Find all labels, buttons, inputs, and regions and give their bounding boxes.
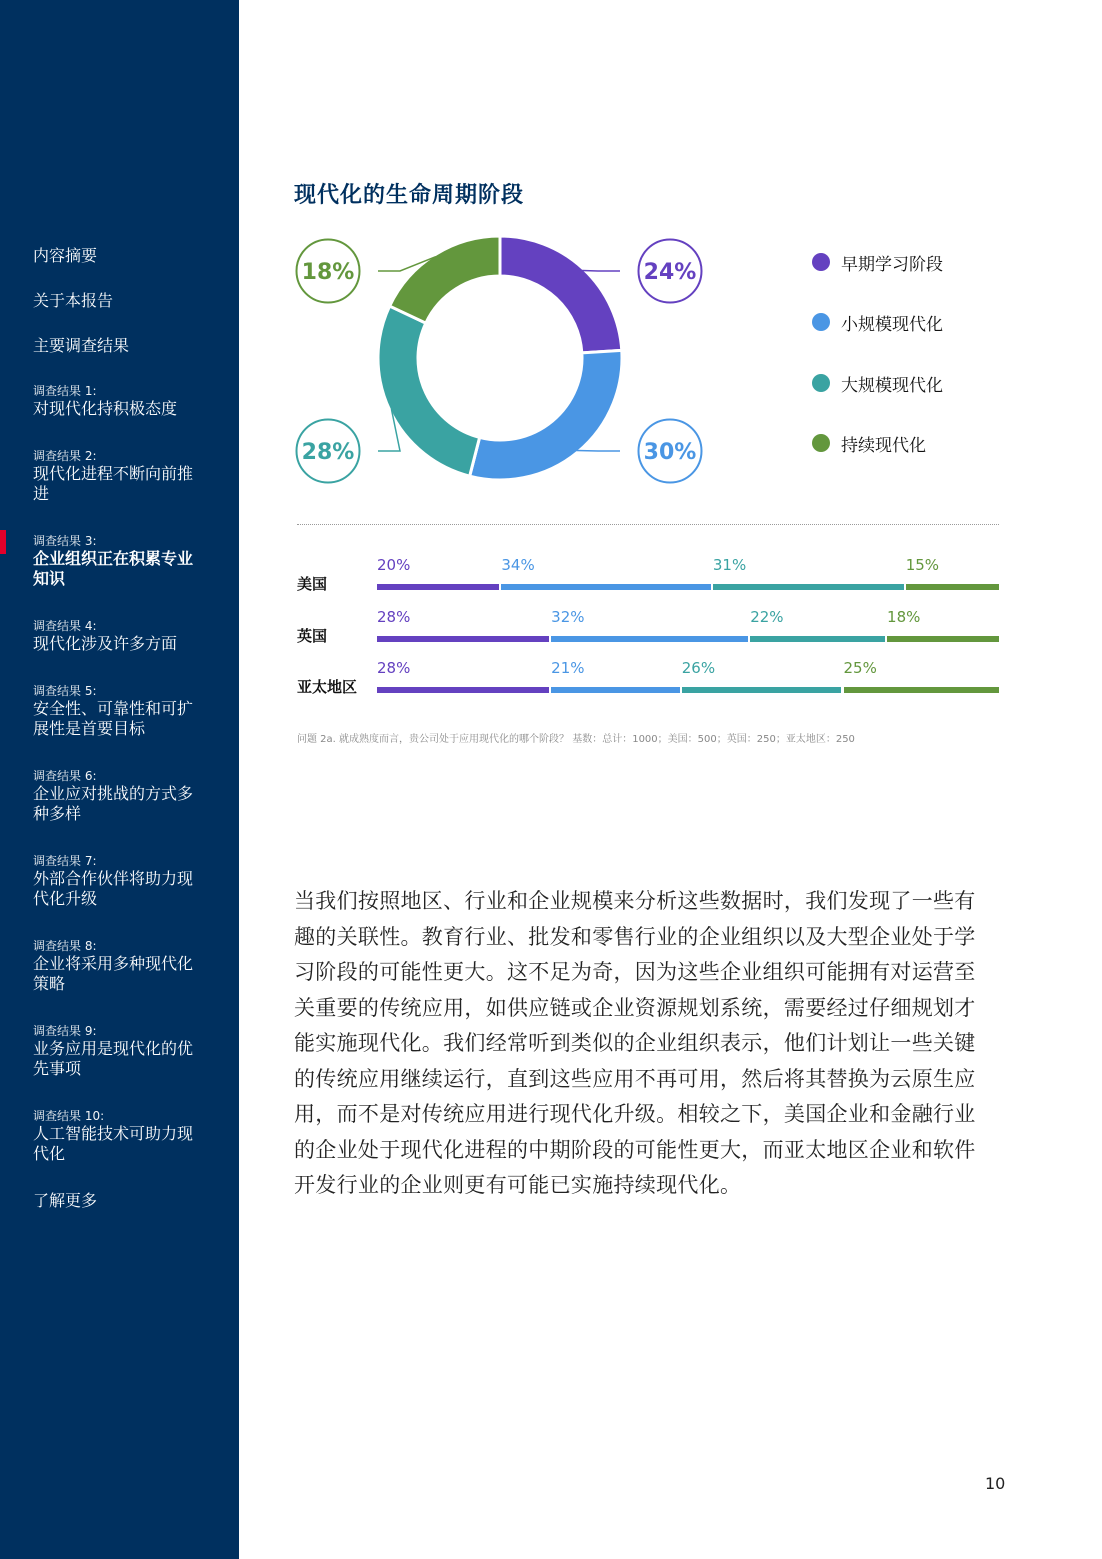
donut-slice [470, 350, 622, 480]
bar-value-label: 34% [501, 556, 535, 574]
nav-finding-title: 业务应用是现代化的优先事项 [33, 1039, 194, 1078]
bar-fill [682, 687, 842, 693]
nav-finding-3[interactable] [33, 533, 203, 589]
nav-finding-number: 调查结果 5: [33, 684, 97, 698]
legend-item-large-scale [812, 372, 943, 394]
bar-value-label: 32% [551, 608, 585, 626]
callout-line [576, 450, 620, 451]
legend-item-continuous [812, 432, 926, 454]
nav-key-findings[interactable] [33, 335, 203, 357]
nav-finding-title: 企业组织正在积累专业知识 [33, 549, 194, 588]
bar-fill [377, 584, 499, 590]
donut-chart [290, 228, 720, 498]
bar-value-label: 25% [843, 659, 877, 677]
nav-finding-title: 外部合作伙伴将助力现代化升级 [33, 869, 194, 908]
donut-slice [390, 236, 500, 323]
bar-segment [551, 659, 682, 699]
bar-segment [682, 659, 844, 699]
legend-swatch [812, 253, 830, 271]
legend-label: 早期学习阶段 [841, 254, 943, 275]
bar-value-label: 22% [750, 608, 784, 626]
nav-finding-5[interactable] [33, 683, 203, 739]
page-number: 10 [985, 1474, 1006, 1493]
bar-fill [551, 687, 680, 693]
nav-finding-2[interactable] [33, 448, 203, 504]
legend-swatch [812, 374, 830, 392]
nav-finding-number: 调查结果 6: [33, 769, 97, 783]
bar-fill [887, 636, 999, 642]
sidebar [0, 0, 239, 1559]
bar-value-label: 21% [551, 659, 585, 677]
section-divider [297, 524, 999, 525]
nav-about-report[interactable] [33, 290, 203, 312]
bar-fill [906, 584, 999, 590]
nav-finding-number: 调查结果 10: [33, 1109, 105, 1123]
nav-finding-1[interactable] [33, 383, 203, 419]
nav-finding-number: 调查结果 1: [33, 384, 97, 398]
bar-value-label: 20% [377, 556, 411, 574]
nav-finding-number: 调查结果 4: [33, 619, 97, 633]
nav-finding-10[interactable] [33, 1108, 203, 1164]
bar-fill [501, 584, 710, 590]
legend-swatch [812, 434, 830, 452]
bar-value-label: 31% [712, 556, 747, 574]
legend-item-small-scale [812, 311, 943, 333]
bar-fill [377, 636, 549, 642]
bar-value-label: 18% [887, 608, 921, 626]
bar-fill [551, 636, 748, 642]
bar-category-label: 英国 [297, 627, 328, 645]
nav-finding-number: 调查结果 9: [33, 1024, 97, 1038]
nav-finding-6[interactable] [33, 768, 203, 824]
donut-slice [500, 236, 622, 353]
bar-category-label: 美国 [297, 575, 328, 593]
nav-finding-number: 调查结果 2: [33, 449, 97, 463]
nav-learn-more[interactable] [33, 1190, 203, 1212]
nav-finding-title: 现代化涉及许多方面 [33, 634, 178, 653]
legend-label: 持续现代化 [841, 435, 926, 456]
legend-swatch [812, 313, 830, 331]
nav-label: 关于本报告 [33, 291, 114, 310]
bar-value-label: 15% [905, 556, 940, 574]
stacked-bar [377, 608, 999, 648]
slice-value-label: 30% [643, 440, 697, 465]
bar-row-apac [297, 659, 999, 699]
bar-segment [377, 556, 501, 596]
nav-finding-7[interactable] [33, 853, 203, 909]
bar-fill [844, 687, 1000, 693]
bar-segment [713, 556, 906, 596]
bar-segment [551, 608, 750, 648]
body-paragraph: 当我们按照地区、行业和企业规模来分析这些数据时，我们发现了一些有趣的关联性。教育行业、批发和零售行业的企业组织以及大型企业处于学习阶段的可能性更大。这不足为奇，因为这些企业组织可能拥有对运营至关重要的传统应用，如供应链或企业资源规划系统，需要经过仔细规划才能实施现代化。我们经常听到类似的企业组织表示，他们计划让一些关键的传统应用继续运行，直到这些应用不再可用，然后将其替换为云原生应用，而不是对传统应用进行现代化升级。相较之下，美国企业和金融行业的企业处于现代化进程的中期阶段的可能性更大，而亚太地区企业和软件开发行业的企业则更有可能已实施持续现代化。 [294, 889, 976, 1197]
nav-finding-8[interactable] [33, 938, 203, 994]
chart-title: 现代化的生命周期阶段 [294, 183, 525, 208]
stacked-bar [377, 659, 999, 699]
nav-finding-number: 调查结果 7: [33, 854, 97, 868]
bar-segment [906, 556, 999, 596]
nav-label: 了解更多 [33, 1191, 98, 1210]
bar-category-label: 亚太地区 [297, 678, 358, 696]
legend-item-early-learning [812, 251, 943, 273]
nav-finding-number: 调查结果 8: [33, 939, 97, 953]
bar-fill [750, 636, 885, 642]
legend-label: 小规模现代化 [841, 314, 943, 335]
nav-finding-title: 人工智能技术可助力现代化 [33, 1124, 194, 1163]
nav-finding-number: 调查结果 3: [33, 534, 97, 548]
nav-label: 内容摘要 [33, 246, 98, 265]
nav-finding-title: 对现代化持积极态度 [33, 399, 178, 418]
bar-value-label: 28% [377, 608, 411, 626]
slice-value-label: 18% [301, 260, 355, 285]
bar-segment [377, 659, 551, 699]
bar-segment [887, 608, 999, 648]
nav-finding-title: 安全性、可靠性和可扩展性是首要目标 [33, 699, 194, 738]
bar-fill [377, 687, 549, 693]
nav-summary[interactable] [33, 245, 203, 267]
chart-footnote: 问题 2a. 就成熟度而言，贵公司处于应用现代化的哪个阶段？ 基数：总计：1000；美国：500；英国：250；亚太地区：250 [297, 734, 855, 745]
nav-label: 主要调查结果 [33, 336, 130, 355]
bar-value-label: 28% [377, 659, 411, 677]
bar-segment [750, 608, 887, 648]
bar-row-us [297, 556, 999, 596]
legend-label: 大规模现代化 [841, 375, 943, 396]
bar-row-uk [297, 608, 999, 648]
bar-segment [377, 608, 551, 648]
nav-finding-9[interactable] [33, 1023, 203, 1079]
slice-value-label: 28% [301, 440, 355, 465]
active-section-marker [0, 530, 6, 554]
bar-segment [501, 556, 712, 596]
bar-segment [844, 659, 1000, 699]
bar-fill [713, 584, 904, 590]
bar-value-label: 26% [681, 659, 716, 677]
nav-finding-4[interactable] [33, 618, 203, 654]
nav-finding-title: 企业应对挑战的方式多种多样 [33, 784, 194, 823]
slice-value-label: 24% [643, 260, 697, 285]
nav-finding-title: 现代化进程不断向前推进 [33, 464, 194, 503]
nav-finding-title: 企业将采用多种现代化策略 [33, 954, 194, 993]
stacked-bar [377, 556, 999, 596]
